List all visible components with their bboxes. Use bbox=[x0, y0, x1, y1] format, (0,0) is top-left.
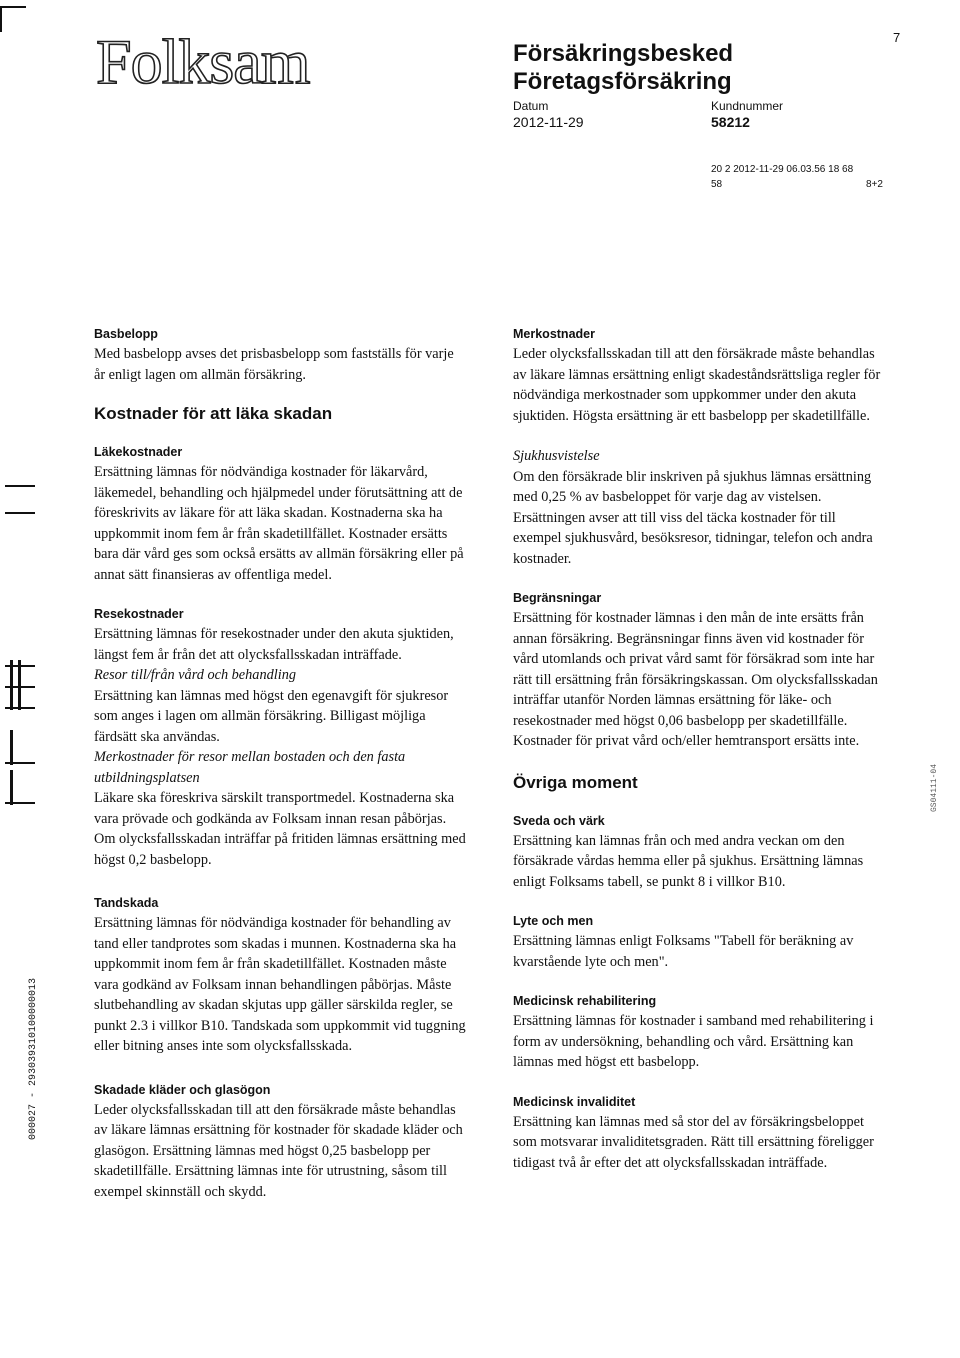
right-column bbox=[513, 325, 885, 1173]
kundnummer-label: Kundnummer bbox=[711, 99, 784, 113]
folksam-logo: Folksam bbox=[96, 26, 310, 97]
left-column bbox=[94, 325, 466, 1202]
margin-mark bbox=[5, 512, 35, 514]
kostnader-heading: Kostnader för att läka skadan bbox=[94, 404, 333, 423]
datum-value: 2012-11-29 bbox=[513, 114, 584, 130]
left-vertical-code: 000027 - 293039310100000013 bbox=[28, 977, 39, 1140]
skadade-klader-text: Leder olycksfallsskadan till att den försäkrade måste behandlas av läkare lämnas ersättning för kostnader för skadade kläder och glasögon. Ersättning lämnas med högst 0,25 basbelopp per skadetillfälle. Ersättning lämnas inte för utrustning, såsom till exempel skinnställ och skydd. bbox=[94, 1101, 463, 1200]
title-line-2: Företagsförsäkring bbox=[513, 68, 732, 95]
sjukhusvistelse-subheading: Sjukhusvistelse bbox=[513, 448, 600, 464]
medicinsk-invaliditet-heading: Medicinsk invaliditet bbox=[513, 1094, 636, 1109]
crop-mark-horizontal bbox=[0, 6, 26, 8]
reference-line-1: 20 2 2012-11-29 06.03.56 18 68 bbox=[711, 164, 854, 175]
basbelopp-heading: Basbelopp bbox=[94, 327, 158, 341]
medicinsk-invaliditet-text: Ersättning kan lämnas med så stor del av försäkringsbeloppet som motsvarar invaliditetsgraden. Rätt till ersättning föreligger tidigast två år efter det att olycksfallsskadan inträffade. bbox=[513, 1113, 874, 1171]
crop-mark-vertical bbox=[0, 6, 2, 32]
merkostnader-resor-text: Läkare ska föreskriva särskilt transportmedel. Kostnaderna ska vara prövade och godkända av Folksam innan resan påbörjas. Om olycksfallsskadan inträffar på fritiden lämnas ersättning med högst 0,2 basbelopp. bbox=[94, 790, 466, 868]
datum-label: Datum bbox=[513, 99, 549, 113]
kundnummer-value: 58212 bbox=[711, 114, 750, 130]
medicinsk-rehabilitering-heading: Medicinsk rehabilitering bbox=[513, 994, 657, 1008]
merkostnader-heading: Merkostnader bbox=[513, 327, 595, 341]
resekostnader-heading: Resekostnader bbox=[94, 607, 184, 621]
resekostnader-text: Ersättning lämnas för resekostnader under den akuta sjuktiden, längst fem år från det att olycksfallsskadan inträffade. bbox=[94, 626, 454, 663]
lakekostnader-text: Ersättning lämnas för nödvändiga kostnader för läkarvård, läkemedel, behandling och hjälpmedel under förutsättning att de föreskrivits av läkare för att läka skadan. Kostnaderna ska ha uppkommit inom fem år från skadetillfället. Kostnader ersätts bara där vård ges som också ersätts av allmän försäkring eller på annat sätt finansieras av offentliga medel. bbox=[94, 464, 464, 583]
margin-bar bbox=[18, 660, 21, 710]
merkostnader-text: Leder olycksfallsskadan till att den försäkrade måste behandlas av läkare lämnas ersättning enligt skadeståndsrättsliga regler för nödvändiga merkostnader som uppkommer under den akuta sjuktiden. Högsta ersättning är ett basbelopp per skadetillfälle. bbox=[513, 346, 881, 424]
lakekostnader-heading: Läkekostnader bbox=[94, 445, 183, 459]
tandskada-text: Ersättning lämnas för nödvändiga kostnader för behandling av tand eller tandprotes som skadas i munnen. Kostnaderna ska ha uppkommit inom fem år från skadetillfället. Kostnaden måste vara godkänd av Folksam innan behandlingen påbörjas. Måste slutbehandling av skadan skjutas upp gäller särskilda regler, se punkt 2.3 i villkor B10. Tandskada som uppkommit vid tuggning eller bitning anses inte som olycksfallsskada. bbox=[94, 915, 466, 1054]
margin-mark bbox=[5, 485, 35, 487]
right-vertical-code: GS04111-04 bbox=[930, 763, 939, 812]
skadade-klader-heading: Skadade kläder och glasögon bbox=[94, 1082, 271, 1097]
page-number: 7 bbox=[893, 30, 901, 45]
merkostnader-resor-subheading: Merkostnader för resor mellan bostaden och den fasta utbildningsplatsen bbox=[94, 749, 406, 786]
begransningar-text: Ersättning för kostnader lämnas i den mån de inte ersätts från annan försäkring. Begränsningar finns även vid kostnader för vård utomlands och privat vård samt för försäkrad som inte har rätt till ersättning från försäkringskassan. Om olycksfallsskadan inträffar utanför Norden lämnas ersättning för läke- och resekostnader med högst 0,06 basbelopp per skadetillfälle. Kostnader för privat vård och/eller hemtransport ersätts inte. bbox=[513, 610, 878, 749]
reference-line-2-right: 8+2 bbox=[866, 179, 883, 190]
ovriga-moment-heading: Övriga moment bbox=[513, 772, 638, 792]
margin-bar bbox=[10, 730, 13, 765]
sjukhusvistelse-text: Om den försäkrade blir inskriven på sjukhus lämnas ersättning med 0,25 % av basbeloppet för varje dag av vistelsen. Ersättningen avser att till viss del täcka kostnader för till exempel sjukhusvård, besöksresor, tidningar, telefon och andra kostnader. bbox=[513, 468, 873, 567]
medicinsk-rehabilitering-text: Ersättning lämnas för kostnader i samband med rehabilitering i form av undersökning, behandling och vård. Ersättning kan lämnas med högst ett basbelopp. bbox=[513, 1013, 874, 1070]
margin-bar bbox=[10, 770, 13, 805]
resor-subheading: Resor till/från vård och behandling bbox=[94, 667, 296, 683]
basbelopp-text: Med basbelopp avses det prisbasbelopp som fastställs för varje år enligt lagen om allmän försäkring. bbox=[94, 346, 454, 383]
lyte-text: Ersättning lämnas enligt Folksams "Tabell för beräkning av kvarstående lyte och men". bbox=[513, 933, 854, 970]
resor-text: Ersättning kan lämnas med högst den egenavgift för sjukresor som anges i lagen om allmän försäkring. Billigast möjliga färdsätt ska användas. bbox=[94, 687, 449, 745]
document-title bbox=[513, 40, 733, 96]
margin-bar bbox=[10, 660, 13, 710]
tandskada-heading: Tandskada bbox=[94, 896, 159, 910]
reference-line-2-left: 58 bbox=[711, 179, 723, 190]
sveda-heading: Sveda och värk bbox=[513, 813, 605, 828]
title-line-1: Försäkringsbesked bbox=[513, 40, 734, 67]
lyte-heading: Lyte och men bbox=[513, 914, 594, 928]
sveda-text: Ersättning kan lämnas från och med andra veckan om den försäkrade vårdas hemma eller på sjukhus. Ersättning lämnas enligt Folksams tabell, se punkt 8 i villkor B10. bbox=[513, 832, 864, 890]
begransningar-heading: Begränsningar bbox=[513, 591, 602, 605]
